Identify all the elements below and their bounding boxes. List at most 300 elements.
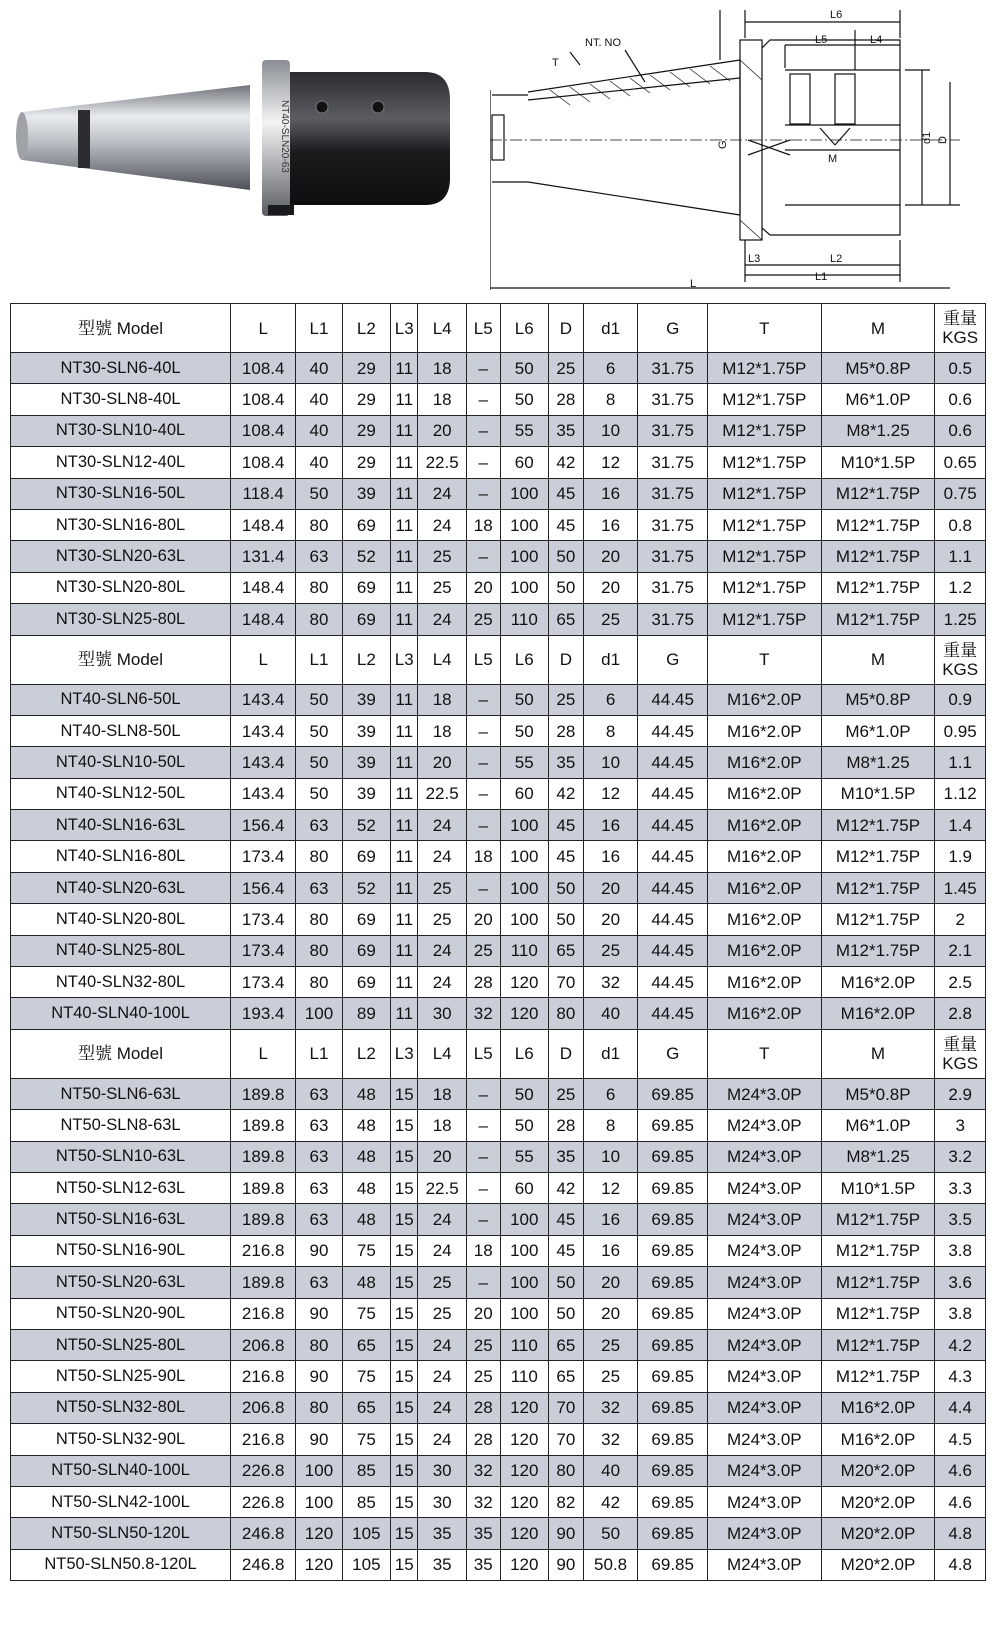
table-cell: –	[466, 541, 500, 572]
header-model: 型號 Model	[11, 635, 231, 684]
table-cell: M12*1.75P	[821, 1235, 935, 1266]
table-cell: 39	[342, 478, 390, 509]
table-cell: 32	[583, 967, 638, 998]
table-cell: 63	[296, 1267, 342, 1298]
table-cell: 18	[418, 715, 466, 746]
table-cell: 44.45	[638, 841, 707, 872]
table-cell: 50	[500, 1110, 548, 1141]
table-cell: M12*1.75P	[821, 572, 935, 603]
table-cell: M24*3.0P	[707, 1267, 821, 1298]
table-cell: 25	[418, 872, 466, 903]
table-row	[11, 541, 986, 572]
header-cell: L3	[391, 1029, 418, 1078]
model-cell: NT50-SLN50-120L	[11, 1518, 231, 1549]
table-cell: 50	[548, 1267, 583, 1298]
table-cell: 80	[296, 935, 342, 966]
header-cell: L4	[418, 635, 466, 684]
table-cell: M16*2.0P	[707, 841, 821, 872]
header-cell: L	[231, 635, 296, 684]
table-cell: 45	[548, 509, 583, 540]
table-cell: 45	[548, 478, 583, 509]
table-cell: 25	[418, 541, 466, 572]
table-cell: 75	[342, 1235, 390, 1266]
table-cell: 69	[342, 935, 390, 966]
tool-holder-photo	[0, 0, 470, 300]
table-cell: 18	[466, 841, 500, 872]
table-cell: 31.75	[638, 415, 707, 446]
table-cell: 100	[500, 1235, 548, 1266]
table-cell: 11	[391, 572, 418, 603]
table-cell: M12*1.75P	[821, 478, 935, 509]
table-cell: 50	[296, 478, 342, 509]
table-cell: 10	[583, 1141, 638, 1172]
table-row	[11, 604, 986, 635]
table-cell: 100	[500, 904, 548, 935]
table-cell: 11	[391, 810, 418, 841]
table-cell: 69.85	[638, 1329, 707, 1360]
label-nt-no: NT. NO	[585, 37, 622, 49]
table-cell: 50	[500, 715, 548, 746]
table-cell: M24*3.0P	[707, 1110, 821, 1141]
model-cell: NT30-SLN16-50L	[11, 478, 231, 509]
table-cell: 120	[500, 998, 548, 1029]
model-cell: NT40-SLN8-50L	[11, 715, 231, 746]
table-cell: 32	[466, 1455, 500, 1486]
header-row	[11, 635, 986, 684]
header-cell: D	[548, 1029, 583, 1078]
table-cell: M24*3.0P	[707, 1518, 821, 1549]
table-cell: 45	[548, 1235, 583, 1266]
table-cell: 32	[466, 998, 500, 1029]
table-row	[11, 384, 986, 415]
table-cell: 3.6	[935, 1267, 986, 1298]
table-cell: M12*1.75P	[707, 572, 821, 603]
table-cell: 189.8	[231, 1204, 296, 1235]
label-d1: d1	[921, 131, 933, 144]
table-cell: M24*3.0P	[707, 1455, 821, 1486]
table-row	[11, 1361, 986, 1392]
table-cell: 69	[342, 904, 390, 935]
table-cell: 63	[296, 1172, 342, 1203]
table-cell: M12*1.75P	[707, 384, 821, 415]
table-row	[11, 1549, 986, 1580]
table-cell: 120	[500, 1486, 548, 1517]
table-cell: 15	[391, 1361, 418, 1392]
table-cell: 65	[342, 1392, 390, 1423]
table-cell: 3.5	[935, 1204, 986, 1235]
table-cell: 45	[548, 810, 583, 841]
table-cell: 65	[548, 1361, 583, 1392]
table-cell: 31.75	[638, 572, 707, 603]
table-row	[11, 1329, 986, 1360]
table-cell: 131.4	[231, 541, 296, 572]
table-cell: 69.85	[638, 1110, 707, 1141]
table-cell: 80	[296, 509, 342, 540]
table-cell: 69.85	[638, 1267, 707, 1298]
table-cell: 8	[583, 1110, 638, 1141]
table-cell: 69.85	[638, 1361, 707, 1392]
table-cell: 50	[296, 684, 342, 715]
table-cell: 100	[500, 509, 548, 540]
table-cell: 0.65	[935, 447, 986, 478]
model-cell: NT50-SLN25-90L	[11, 1361, 231, 1392]
table-cell: 12	[583, 1172, 638, 1203]
table-cell: 28	[466, 967, 500, 998]
table-cell: 1.2	[935, 572, 986, 603]
table-cell: M16*2.0P	[821, 1424, 935, 1455]
table-cell: –	[466, 384, 500, 415]
table-cell: M20*2.0P	[821, 1486, 935, 1517]
table-cell: M24*3.0P	[707, 1392, 821, 1423]
table-cell: 24	[418, 810, 466, 841]
table-cell: 24	[418, 935, 466, 966]
table-cell: 44.45	[638, 872, 707, 903]
table-cell: 11	[391, 967, 418, 998]
table-cell: 25	[466, 935, 500, 966]
table-cell: 4.6	[935, 1486, 986, 1517]
table-cell: 44.45	[638, 998, 707, 1029]
table-row	[11, 904, 986, 935]
table-cell: 1.1	[935, 747, 986, 778]
table-cell: 50	[548, 541, 583, 572]
table-cell: 52	[342, 810, 390, 841]
model-cell: NT30-SLN20-63L	[11, 541, 231, 572]
table-cell: 120	[500, 1549, 548, 1580]
table-cell: 44.45	[638, 935, 707, 966]
label-d: D	[937, 136, 949, 144]
table-cell: –	[466, 447, 500, 478]
table-cell: 60	[500, 1172, 548, 1203]
table-cell: M16*2.0P	[707, 715, 821, 746]
table-cell: 15	[391, 1235, 418, 1266]
header-cell: L2	[342, 635, 390, 684]
table-cell: 69.85	[638, 1141, 707, 1172]
table-cell: –	[466, 684, 500, 715]
label-m: M	[828, 153, 838, 165]
table-cell: 216.8	[231, 1235, 296, 1266]
header-weight-unit: KGS	[942, 328, 979, 347]
table-cell: 42	[548, 447, 583, 478]
table-cell: 3.8	[935, 1235, 986, 1266]
table-cell: 16	[583, 810, 638, 841]
model-cell: NT50-SLN20-90L	[11, 1298, 231, 1329]
table-cell: 31.75	[638, 509, 707, 540]
table-cell: 60	[500, 447, 548, 478]
table-row	[11, 1392, 986, 1423]
table-cell: 63	[296, 1204, 342, 1235]
table-cell: M12*1.75P	[707, 447, 821, 478]
table-cell: –	[466, 1110, 500, 1141]
table-cell: 40	[296, 353, 342, 384]
model-cell: NT50-SLN6-63L	[11, 1078, 231, 1109]
table-row	[11, 1235, 986, 1266]
table-cell: 85	[342, 1455, 390, 1486]
table-row	[11, 715, 986, 746]
table-cell: M16*2.0P	[821, 998, 935, 1029]
table-cell: M20*2.0P	[821, 1518, 935, 1549]
table-cell: 108.4	[231, 384, 296, 415]
table-cell: 4.4	[935, 1392, 986, 1423]
table-cell: 35	[548, 747, 583, 778]
header-cell: L4	[418, 1029, 466, 1078]
table-cell: 193.4	[231, 998, 296, 1029]
table-cell: 100	[500, 541, 548, 572]
header-weight-unit: KGS	[942, 659, 979, 679]
table-cell: 39	[342, 778, 390, 809]
table-cell: –	[466, 1172, 500, 1203]
table-cell: M12*1.75P	[707, 353, 821, 384]
table-cell: 100	[500, 1298, 548, 1329]
table-cell: M12*1.75P	[821, 541, 935, 572]
table-cell: 24	[418, 1361, 466, 1392]
table-cell: 143.4	[231, 778, 296, 809]
table-cell: 24	[418, 1329, 466, 1360]
table-cell: M10*1.5P	[821, 447, 935, 478]
table-cell: 11	[391, 353, 418, 384]
table-cell: M12*1.75P	[821, 1267, 935, 1298]
table-cell: 18	[418, 384, 466, 415]
table-cell: 50	[500, 684, 548, 715]
header-cell: T	[707, 1029, 821, 1078]
model-cell: NT40-SLN6-50L	[11, 684, 231, 715]
table-cell: 50	[296, 747, 342, 778]
table-cell: 24	[418, 841, 466, 872]
table-cell: –	[466, 1141, 500, 1172]
table-cell: M16*2.0P	[707, 935, 821, 966]
header-cell: L3	[391, 304, 418, 353]
table-cell: M5*0.8P	[821, 353, 935, 384]
model-cell: NT50-SLN40-100L	[11, 1455, 231, 1486]
table-cell: M10*1.5P	[821, 778, 935, 809]
table-cell: 50	[548, 572, 583, 603]
table-row	[11, 1486, 986, 1517]
table-cell: 143.4	[231, 684, 296, 715]
table-cell: 3.2	[935, 1141, 986, 1172]
model-cell: NT40-SLN20-63L	[11, 872, 231, 903]
table-cell: 20	[583, 541, 638, 572]
table-cell: 90	[296, 1298, 342, 1329]
table-cell: 15	[391, 1549, 418, 1580]
model-cell: NT50-SLN25-80L	[11, 1329, 231, 1360]
table-cell: 90	[296, 1424, 342, 1455]
header-model: 型號 Model	[11, 304, 231, 353]
table-cell: 108.4	[231, 447, 296, 478]
table-cell: –	[466, 1267, 500, 1298]
table-cell: 20	[583, 1267, 638, 1298]
table-cell: 226.8	[231, 1455, 296, 1486]
header-cell: G	[638, 304, 707, 353]
model-cell: NT50-SLN16-63L	[11, 1204, 231, 1235]
table-cell: 105	[342, 1549, 390, 1580]
table-cell: 69.85	[638, 1078, 707, 1109]
table-cell: M12*1.75P	[821, 1329, 935, 1360]
table-cell: 69.85	[638, 1455, 707, 1486]
model-cell: NT40-SLN10-50L	[11, 747, 231, 778]
table-cell: M24*3.0P	[707, 1141, 821, 1172]
table-cell: 24	[418, 1424, 466, 1455]
table-cell: 80	[296, 1329, 342, 1360]
table-cell: 65	[548, 935, 583, 966]
header-cell: L	[231, 1029, 296, 1078]
table-cell: 69	[342, 572, 390, 603]
table-cell: M12*1.75P	[707, 541, 821, 572]
table-cell: 216.8	[231, 1298, 296, 1329]
label-l4: L4	[870, 34, 883, 46]
table-cell: 108.4	[231, 415, 296, 446]
model-cell: NT30-SLN6-40L	[11, 353, 231, 384]
table-cell: 31.75	[638, 353, 707, 384]
model-cell: NT50-SLN8-63L	[11, 1110, 231, 1141]
header-row	[11, 304, 986, 353]
table-cell: 3	[935, 1110, 986, 1141]
label-l1: L1	[815, 271, 828, 283]
table-cell: M24*3.0P	[707, 1298, 821, 1329]
table-cell: M12*1.75P	[821, 1361, 935, 1392]
table-cell: 2.9	[935, 1078, 986, 1109]
table-cell: 52	[342, 541, 390, 572]
table-cell: 4.2	[935, 1329, 986, 1360]
table-cell: 63	[296, 872, 342, 903]
table-cell: 22.5	[418, 447, 466, 478]
table-cell: 11	[391, 478, 418, 509]
table-cell: 12	[583, 447, 638, 478]
table-cell: 6	[583, 353, 638, 384]
table-cell: 69.85	[638, 1298, 707, 1329]
table-cell: M8*1.25	[821, 415, 935, 446]
table-cell: 16	[583, 1235, 638, 1266]
table-cell: 80	[548, 998, 583, 1029]
table-cell: 52	[342, 872, 390, 903]
table-cell: 69.85	[638, 1424, 707, 1455]
model-cell: NT30-SLN8-40L	[11, 384, 231, 415]
table-cell: 48	[342, 1110, 390, 1141]
header-cell: T	[707, 635, 821, 684]
table-cell: 2.1	[935, 935, 986, 966]
table-cell: 18	[418, 353, 466, 384]
table-cell: M16*2.0P	[707, 778, 821, 809]
table-cell: 120	[500, 967, 548, 998]
table-cell: 6	[583, 1078, 638, 1109]
table-cell: 0.8	[935, 509, 986, 540]
table-cell: 75	[342, 1361, 390, 1392]
table-cell: 69	[342, 509, 390, 540]
table-cell: 18	[466, 1235, 500, 1266]
header-cell: d1	[583, 304, 638, 353]
table-row	[11, 778, 986, 809]
table-cell: 24	[418, 509, 466, 540]
table-cell: 100	[296, 1486, 342, 1517]
table-cell: –	[466, 478, 500, 509]
table-cell: 148.4	[231, 509, 296, 540]
table-cell: M16*2.0P	[821, 1392, 935, 1423]
table-cell: 44.45	[638, 904, 707, 935]
model-cell: NT40-SLN20-80L	[11, 904, 231, 935]
header-cell: L2	[342, 304, 390, 353]
model-cell: NT50-SLN10-63L	[11, 1141, 231, 1172]
table-cell: 42	[548, 1172, 583, 1203]
table-row	[11, 572, 986, 603]
table-cell: 11	[391, 415, 418, 446]
header-cell: M	[821, 635, 935, 684]
table-cell: 20	[583, 904, 638, 935]
table-cell: 40	[296, 384, 342, 415]
table-cell: M12*1.75P	[821, 810, 935, 841]
table-cell: 20	[418, 415, 466, 446]
header-weight-unit: KGS	[942, 1053, 979, 1073]
table-cell: 40	[583, 1455, 638, 1486]
table-cell: 80	[296, 967, 342, 998]
table-row	[11, 1298, 986, 1329]
table-cell: 120	[500, 1518, 548, 1549]
table-cell: 156.4	[231, 872, 296, 903]
table-cell: 25	[418, 1267, 466, 1298]
table-cell: 63	[296, 541, 342, 572]
header-cell: L1	[296, 635, 342, 684]
table-cell: 100	[500, 872, 548, 903]
model-cell: NT40-SLN40-100L	[11, 998, 231, 1029]
table-cell: –	[466, 810, 500, 841]
table-cell: 18	[418, 1110, 466, 1141]
header-cell: D	[548, 304, 583, 353]
model-cell: NT30-SLN10-40L	[11, 415, 231, 446]
table-row	[11, 935, 986, 966]
header-cell: L	[231, 304, 296, 353]
table-cell: 35	[418, 1549, 466, 1580]
table-cell: 85	[342, 1486, 390, 1517]
table-cell: –	[466, 1204, 500, 1235]
table-cell: M12*1.75P	[821, 1298, 935, 1329]
table-cell: 29	[342, 384, 390, 415]
table-cell: –	[466, 1078, 500, 1109]
table-cell: 20	[583, 872, 638, 903]
table-cell: 31.75	[638, 604, 707, 635]
table-cell: 156.4	[231, 810, 296, 841]
header-model: 型號 Model	[11, 1029, 231, 1078]
table-cell: 25	[583, 1361, 638, 1392]
table-cell: 25	[418, 904, 466, 935]
table-cell: 120	[500, 1455, 548, 1486]
table-cell: –	[466, 778, 500, 809]
table-cell: 32	[466, 1486, 500, 1517]
header-weight	[935, 635, 986, 684]
table-cell: M16*2.0P	[707, 998, 821, 1029]
model-cell: NT30-SLN20-80L	[11, 572, 231, 603]
table-cell: 20	[583, 572, 638, 603]
table-cell: 50	[296, 778, 342, 809]
table-cell: 45	[548, 1204, 583, 1235]
table-cell: M16*2.0P	[707, 872, 821, 903]
table-cell: 11	[391, 684, 418, 715]
header-weight-cn: 重量	[943, 309, 978, 328]
table-cell: 35	[548, 1141, 583, 1172]
technical-drawing	[490, 0, 980, 300]
table-cell: 100	[500, 841, 548, 872]
table-cell: 100	[296, 1455, 342, 1486]
header-cell: T	[707, 304, 821, 353]
table-cell: 30	[418, 998, 466, 1029]
table-cell: 48	[342, 1172, 390, 1203]
table-row	[11, 353, 986, 384]
table-cell: 15	[391, 1141, 418, 1172]
table-cell: 8	[583, 384, 638, 415]
table-cell: 30	[418, 1486, 466, 1517]
table-cell: 189.8	[231, 1078, 296, 1109]
table-row	[11, 1078, 986, 1109]
table-cell: 11	[391, 604, 418, 635]
table-cell: M12*1.75P	[821, 509, 935, 540]
table-cell: 110	[500, 935, 548, 966]
table-cell: –	[466, 353, 500, 384]
